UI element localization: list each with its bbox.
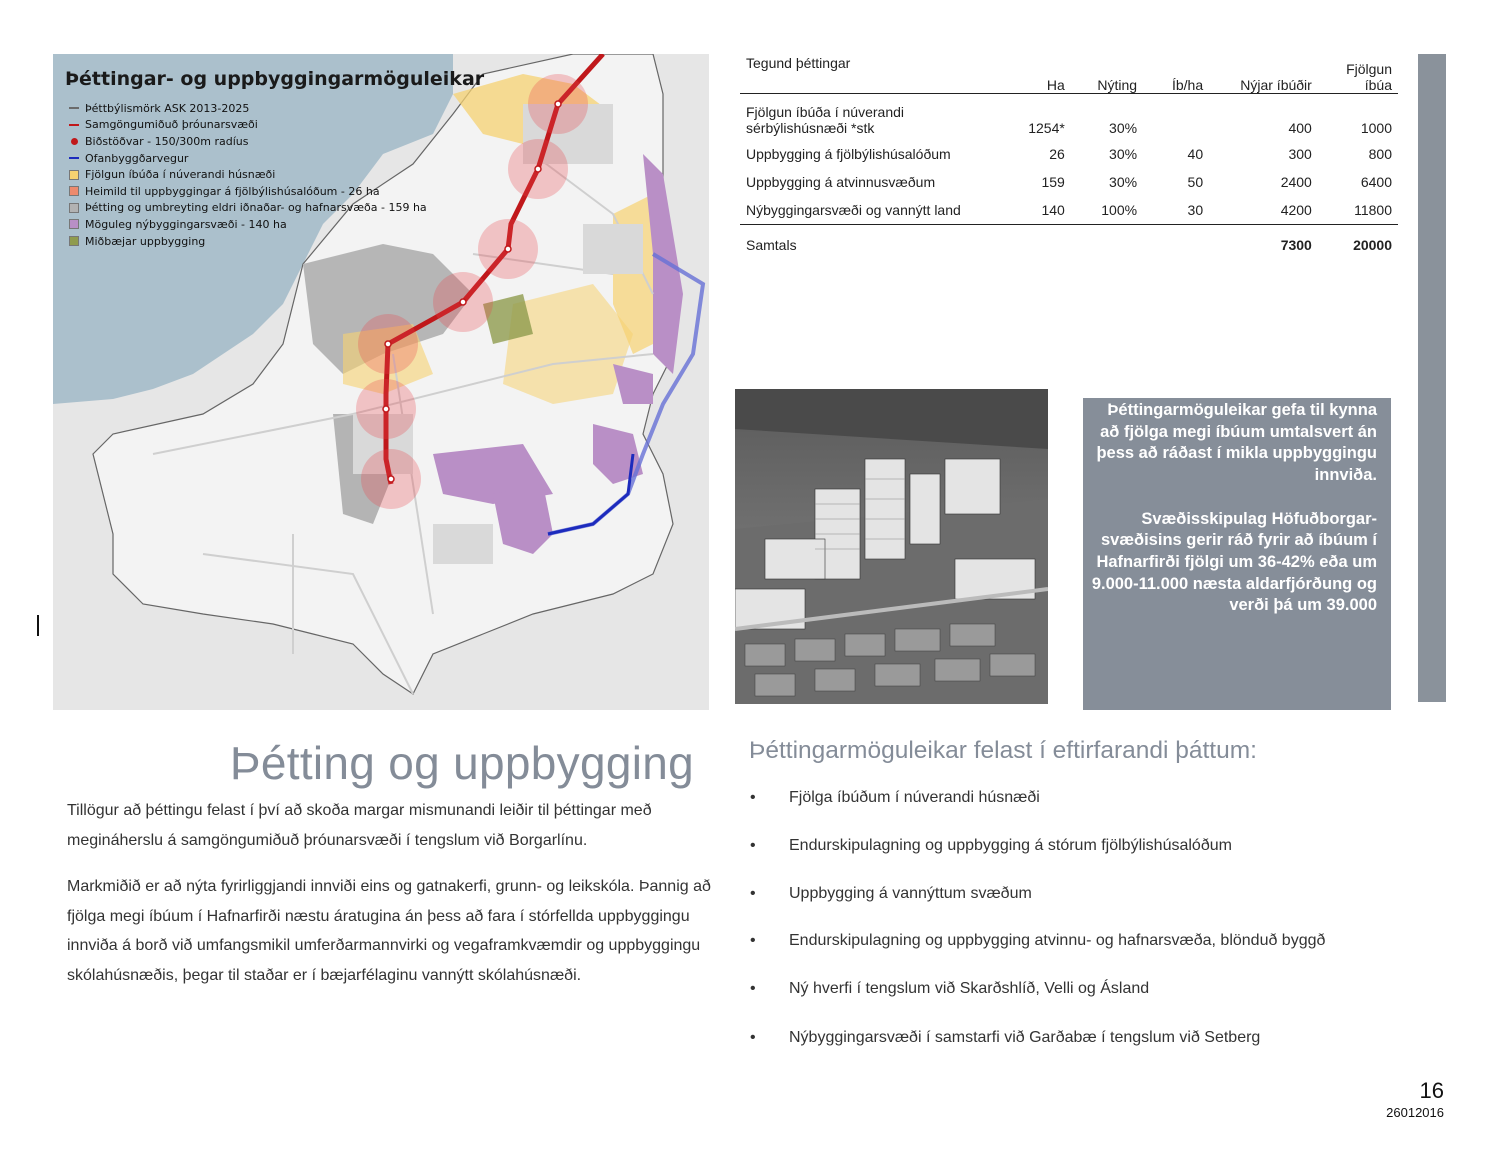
legend-item — [67, 100, 427, 117]
header-fjolgun-line-2: íbúa — [1364, 77, 1392, 93]
legend-label: Fjölgun íbúða í núverandi húsnæði — [85, 168, 276, 182]
highlight-box — [1083, 398, 1391, 710]
legend-symbol-icon — [67, 236, 81, 246]
bullet-icon: • — [750, 885, 756, 902]
total-label: Samtals — [746, 237, 797, 253]
page-date: 26012016 — [1386, 1105, 1444, 1120]
cell-nyjar: 400 — [1288, 120, 1312, 136]
bullet-icon: • — [750, 1029, 756, 1046]
bullet-icon: • — [750, 980, 756, 997]
highlight-paragraph-1: Þéttingarmöguleikar gefa til kynna að fjölga megi íbúum umtalsvert án þess að ráðast í mikla uppbyggingu innviða. — [1096, 401, 1377, 485]
list-item-text: Endurskipulagning og uppbygging atvinnu- og hafnarsvæða, blönduð byggð — [789, 932, 1326, 949]
highlight-paragraph-2: Svæðisskipulag Höfuðborgar-svæðisins gerir ráð fyrir að íbúum í Hafnarfirði fjölgi um 36-42% eða um 9.000-11.000 næsta aldarfjórðung og verði þá um 39.000 — [1091, 509, 1377, 615]
bullet-icon: • — [750, 932, 756, 949]
legend-item — [67, 117, 427, 134]
header-nyjar: Nýjar íbúðir — [1209, 50, 1318, 94]
cell-ibha: 40 — [1187, 146, 1204, 162]
total-fjolgun: 20000 — [1353, 237, 1392, 253]
cell-nyting: 30% — [1109, 146, 1138, 162]
row-type: Uppbygging á fjölbýlishúsalóðum — [746, 146, 951, 162]
cell-fjolgun: 11800 — [1318, 196, 1398, 225]
map-legend — [67, 100, 427, 249]
legend-item — [67, 216, 427, 233]
page-number: 16 — [1419, 1078, 1444, 1103]
row-type — [740, 94, 1010, 141]
cell-ha: 159 — [1041, 174, 1065, 190]
legend-item — [67, 150, 427, 167]
highlight-text — [1087, 400, 1377, 617]
table-row — [740, 94, 1398, 141]
header-ibha: Íb/ha — [1143, 50, 1209, 94]
table-row — [740, 196, 1398, 225]
cell-nyting: 30% — [1109, 120, 1138, 136]
list-heading: Þéttingarmöguleikar felast í eftirfarandi þáttum: — [749, 737, 1257, 764]
list-item — [750, 980, 1149, 998]
text-cursor — [37, 615, 39, 636]
header-type: Tegund þéttingar — [740, 50, 1010, 94]
row-type: Uppbygging á atvinnusvæðum — [746, 174, 936, 190]
bullet-icon: • — [750, 837, 756, 854]
legend-label: Ofanbyggðarvegur — [85, 151, 189, 165]
header-nyting: Nýting — [1071, 50, 1143, 94]
cell-ha: 140 — [1010, 196, 1071, 225]
cell-ibha: 50 — [1187, 174, 1204, 190]
legend-label: Biðstöðvar - 150/300m radíus — [85, 134, 249, 148]
legend-symbol-icon — [67, 219, 81, 229]
list-item-text: Ný hverfi í tengslum við Skarðshlíð, Velli og Ásland — [789, 980, 1150, 997]
cell-nyjar: 2400 — [1280, 174, 1312, 190]
total-nyjar: 7300 — [1280, 237, 1312, 253]
legend-item — [67, 200, 427, 217]
table-total-row — [740, 225, 1398, 266]
list-item — [750, 837, 1232, 855]
header-fjolgun — [1318, 50, 1398, 94]
legend-symbol-icon — [67, 107, 81, 109]
header-ha: Ha — [1010, 50, 1071, 94]
list-item — [750, 932, 1325, 950]
cell-nyting: 100% — [1071, 196, 1143, 225]
cell-fjolgun: 1000 — [1360, 120, 1392, 136]
legend-label: Miðbæjar uppbygging — [85, 234, 206, 248]
aerial-photo — [735, 389, 1048, 704]
list-item-text: Endurskipulagning og uppbygging á stórum fjölbýlishúsalóðum — [789, 837, 1232, 854]
cell-fjolgun: 6400 — [1360, 174, 1392, 190]
legend-label: Möguleg nýbyggingarsvæði - 140 ha — [85, 217, 287, 231]
table-row — [740, 168, 1398, 196]
legend-item — [67, 133, 427, 150]
legend-item — [67, 183, 427, 200]
list-item — [750, 789, 1040, 807]
list-item — [750, 1029, 1260, 1047]
cell-ibha: 30 — [1143, 196, 1209, 225]
map-figure — [53, 54, 709, 710]
header-fjolgun-line-1: Fjölgun — [1346, 61, 1392, 77]
row-type: Nýbyggingarsvæði og vannýtt land — [740, 196, 1010, 225]
table-header-row — [740, 50, 1398, 94]
cell-fjolgun: 800 — [1368, 146, 1392, 162]
page-title: Þétting og uppbygging — [229, 737, 694, 789]
cell-nyting: 30% — [1109, 174, 1138, 190]
legend-symbol-icon — [67, 138, 81, 145]
legend-symbol-icon — [67, 157, 81, 159]
density-table — [740, 50, 1400, 265]
decorative-side-bar — [1418, 54, 1446, 702]
row-type-line-1: Fjölgun íbúða í núverandi — [746, 104, 904, 120]
cell-ha: 1254* — [1028, 120, 1065, 136]
legend-label: Heimild til uppbyggingar á fjölbýlishúsalóðum - 26 ha — [85, 184, 380, 198]
legend-symbol-icon — [67, 124, 81, 126]
intro-paragraph: Tillögur að þéttingu felast í því að skoða margar mismunandi leiðir til þéttingar með megináherslu á samgöngumiðuð þróunarsvæði í tengslum við Borgarlínu. — [67, 802, 652, 849]
legend-symbol-icon — [67, 170, 81, 180]
map-title: Þéttingar- og uppbyggingarmöguleikar — [65, 68, 485, 90]
bullet-icon: • — [750, 789, 756, 806]
list-item-text: Uppbygging á vannýttum svæðum — [789, 885, 1032, 902]
legend-item — [67, 166, 427, 183]
list-item-text: Nýbyggingarsvæði í samstarfi við Garðabæ í tengslum við Setberg — [789, 1029, 1261, 1046]
row-type-line-2: sérbýlishúsnæði *stk — [746, 120, 875, 136]
list-item-text: Fjölga íbúðum í núverandi húsnæði — [789, 789, 1040, 806]
legend-symbol-icon — [67, 186, 81, 196]
body-paragraph: Markmiðið er að nýta fyrirliggjandi innviði eins og gatnakerfi, grunn- og leikskóla. Þannig að fjölga megi íbúum í Hafnarfirði næstu áratugina án þess að fara í stórfellda uppbyggingu innviða á borð við umfangsmikil umferðarmannvirki og vegaframkvæmdir og uppbyggingu skólahúsnæðis, þegar til staðar er í bæjarfélaginu vannýtt skólahúsnæði. — [67, 878, 711, 984]
table-row — [740, 140, 1398, 168]
legend-symbol-icon — [67, 203, 81, 213]
cell-nyjar: 4200 — [1209, 196, 1318, 225]
cell-ha: 26 — [1049, 146, 1065, 162]
cell-ibha — [1143, 94, 1209, 141]
legend-label: Þétting og umbreyting eldri iðnaðar- og hafnarsvæða - 159 ha — [85, 201, 427, 215]
list-item — [750, 885, 1032, 903]
cell-nyjar: 300 — [1288, 146, 1312, 162]
legend-label: Þéttbýlismörk ASK 2013-2025 — [85, 101, 250, 115]
legend-item — [67, 233, 427, 250]
legend-label: Samgöngumiðuð þróunarsvæði — [85, 118, 258, 132]
